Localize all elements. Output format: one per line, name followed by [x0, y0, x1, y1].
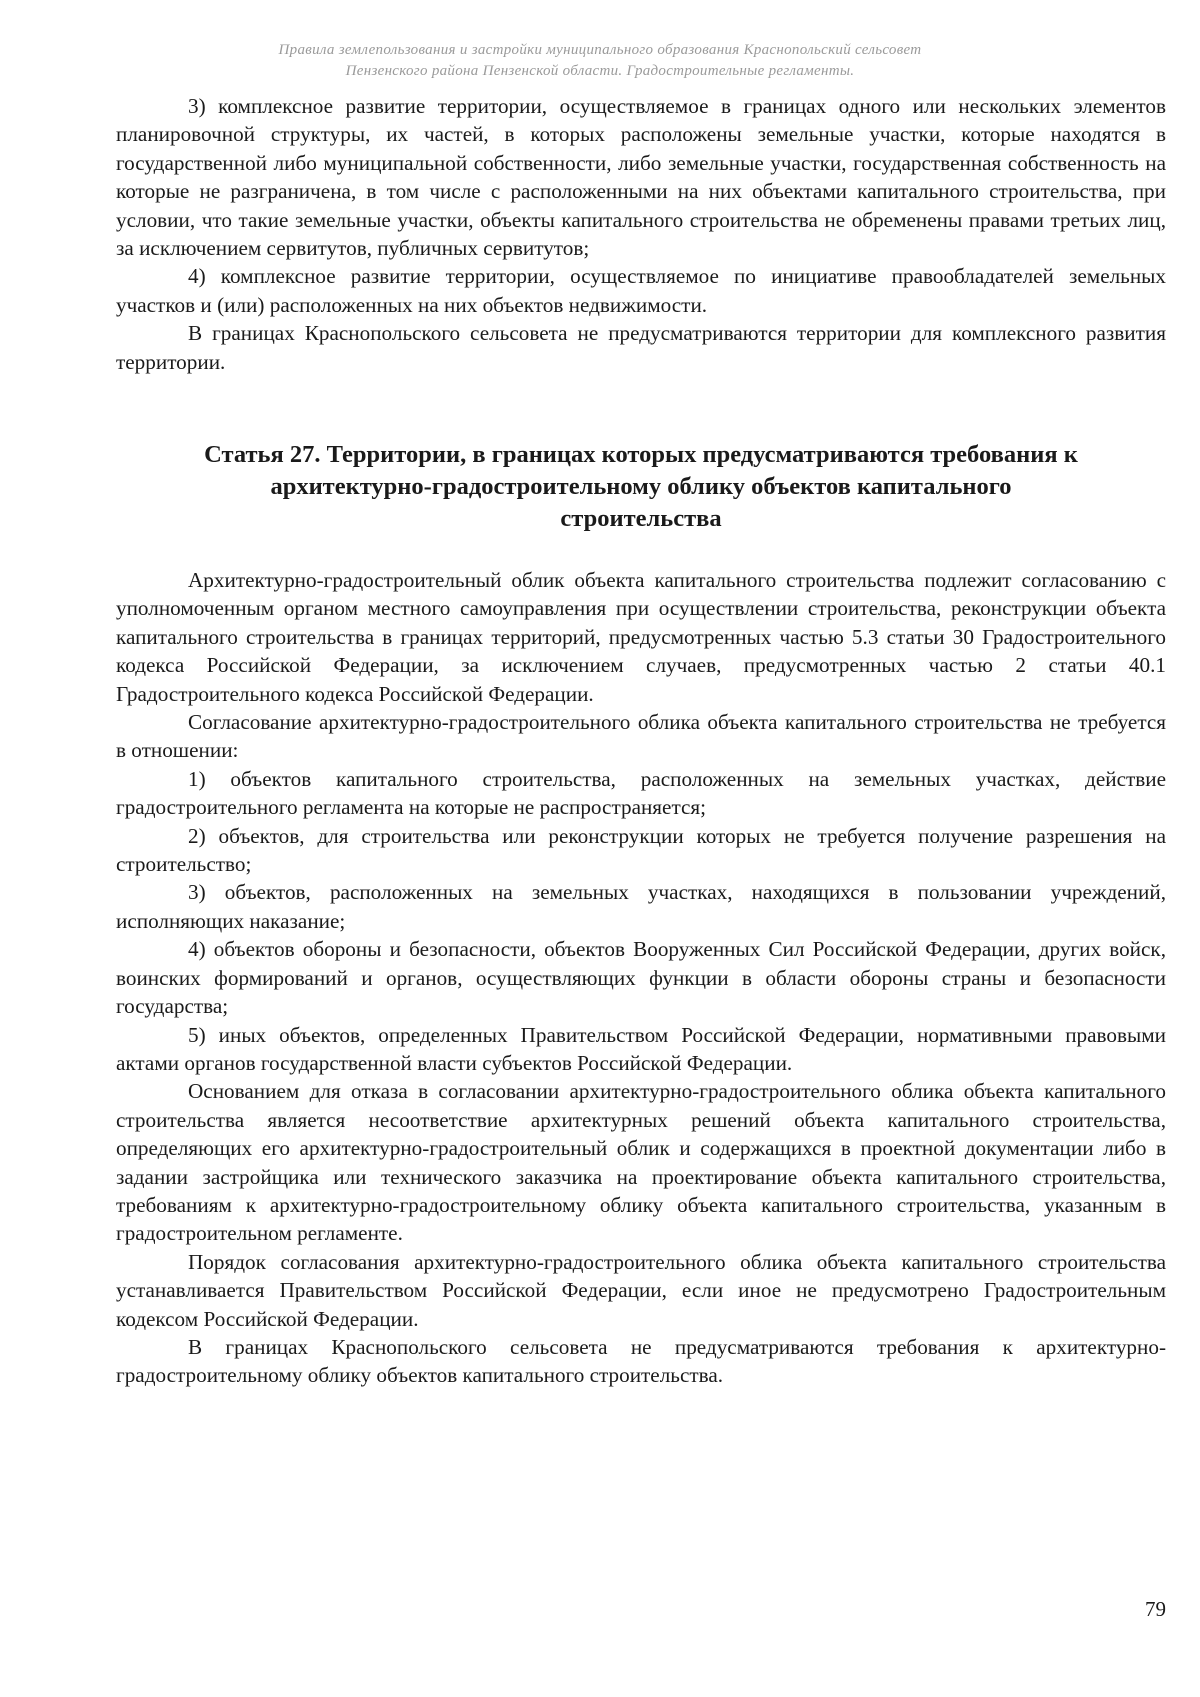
- list-item: 5) иных объектов, определенных Правительством Российской Федерации, нормативными правовыми актами органов государственной власти субъектов Российской Федерации.: [116, 1022, 1166, 1075]
- paragraph: В границах Краснопольского сельсовета не предусматриваются территории для комплексного развития территории.: [116, 321, 1166, 374]
- list-item: 2) объектов, для строительства или реконструкции которых не требуется получение разрешения на строительство;: [116, 823, 1166, 877]
- top-text-block: [116, 92, 1166, 376]
- header-line-2: Пензенского района Пензенской области. Градостроительные регламенты.: [345, 63, 855, 79]
- list-item: 3) объектов, расположенных на земельных участках, находящихся в пользовании учреждений, исполняющих наказание;: [116, 880, 1166, 933]
- paragraph: Основанием для отказа в согласовании архитектурно-градостроительного облика объекта капитального строительства является несоответствие архитектурных решений объекта капитального строительства, определяющих его архитектурно-градостроительный облик и содержащихся в проектной документации либо в задании застройщика или технического заказчика на проектирование объекта капитального строительства, требованиям к архитектурно-градостроительному облику объекта капитального строительства, указанным в градостроительном регламенте.: [116, 1079, 1166, 1246]
- article-body: [116, 566, 1166, 1390]
- article-title-line-3: строительства: [560, 505, 722, 532]
- list-item: 4) объектов обороны и безопасности, объектов Вооруженных Сил Российской Федерации, других войск, воинских формирований и органов, осуществляющих функции в области обороны страны и безопасности государства;: [116, 937, 1166, 1019]
- header-line-1: Правила землепользования и застройки муниципального образования Краснопольский сельсовет: [278, 42, 922, 58]
- page-number: 79: [1145, 1597, 1166, 1621]
- article-title: [116, 439, 1166, 535]
- paragraph: Согласование архитектурно-градостроительного облика объекта капитального строительства не требуется в отношении:: [116, 710, 1166, 763]
- article-title-line-2: архитектурно-градостроительному облику объектов капитального: [270, 473, 1012, 500]
- paragraph: Порядок согласования архитектурно-градостроительного облика объекта капитального строительства устанавливается Правительством Российской Федерации, если иное не предусмотрено Градостроительным кодексом Российской Федерации.: [116, 1249, 1166, 1331]
- paragraph: В границах Краснопольского сельсовета не предусматриваются требования к архитектурно-градостроительному облику объектов капитального строительства.: [116, 1334, 1166, 1388]
- paragraph: Архитектурно-градостроительный облик объекта капитального строительства подлежит согласованию с уполномоченным органом местного самоуправления при осуществлении строительства, реконструкции объекта капитального строительства в границах территорий, предусмотренных частью 5.3 статьи 30 Градостроительного кодекса Российской Федерации, за исключением случаев, предусмотренных частью 2 статьи 40.1 Градостроительного кодекса Российской Федерации.: [116, 568, 1166, 706]
- list-item: 1) объектов капитального строительства, расположенных на земельных участках, действие градостроительного регламента на которые не распространяется;: [116, 766, 1166, 820]
- article-title-line-1: Статья 27. Территории, в границах которых предусматриваются требования к: [204, 441, 1078, 468]
- page-header: [160, 40, 1040, 82]
- paragraph: 4) комплексное развитие территории, осуществляемое по инициативе правообладателей земельных участков и (или) расположенных на них объектов недвижимости.: [116, 264, 1166, 317]
- paragraph: 3) комплексное развитие территории, осуществляемое в границах одного или нескольких элементов планировочной структуры, их частей, в которых расположены земельные участки, которые находятся в государственной либо муниципальной собственности, либо земельные участки, государственная собственность на которые не разграничена, в том числе с расположенными на них объектами капитального строительства, при условии, что такие земельные участки, объекты капитального строительства не обременены правами третьих лиц, за исключением сервитутов, публичных сервитутов;: [116, 94, 1166, 261]
